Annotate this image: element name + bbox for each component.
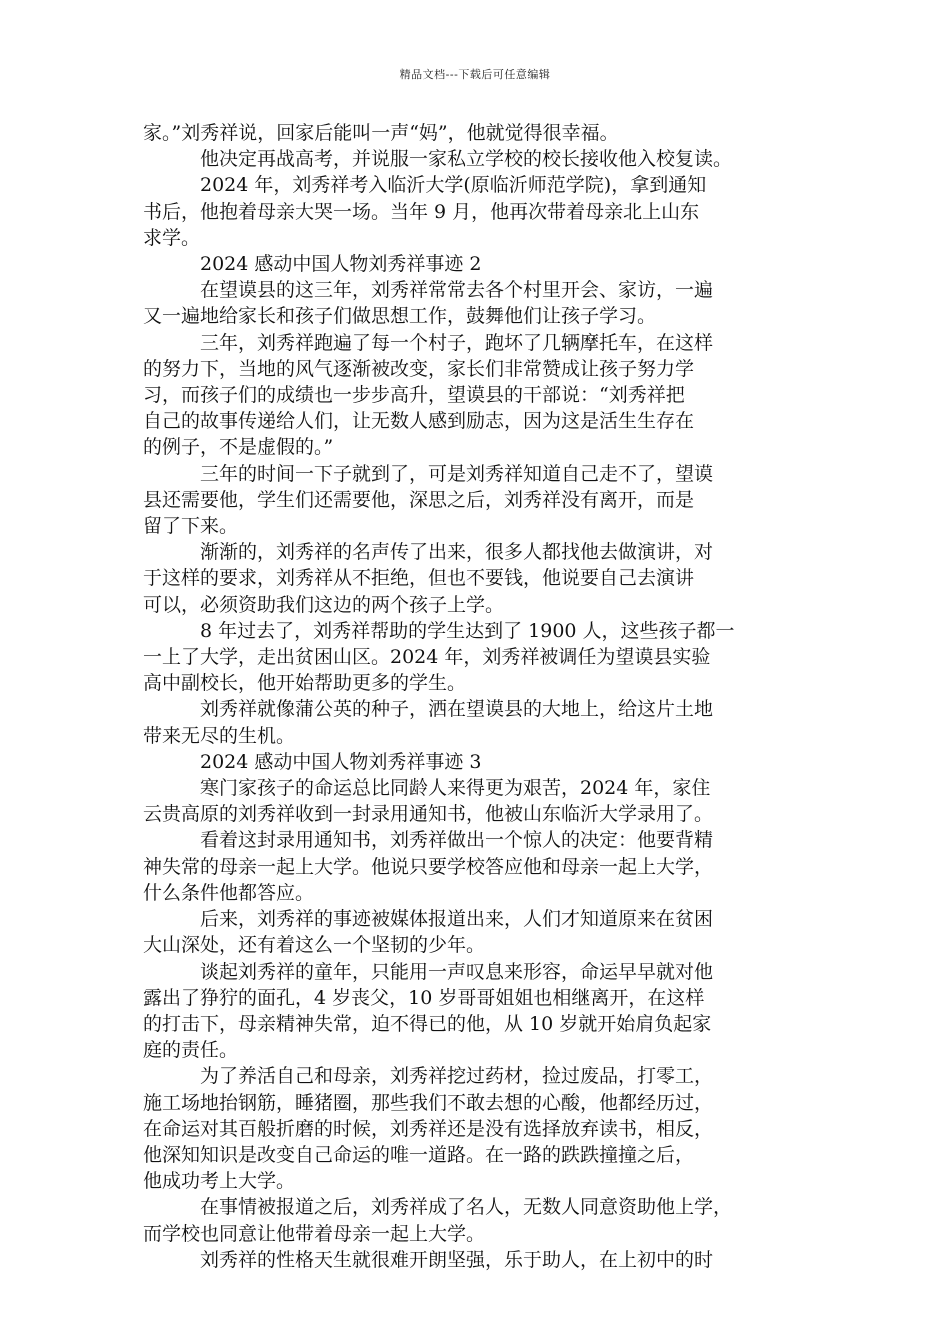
text-line: 8 年过去了，刘秀祥帮助的学生达到了 1900 人，这些孩子都一	[200, 619, 735, 642]
text-line: 留了下来。	[143, 515, 239, 538]
text-line: 带来无尽的生机。	[143, 724, 296, 747]
text-line: 在望谟县的这三年，刘秀祥常常去各个村里开会、家访，一遍	[200, 279, 714, 302]
text-line: 家。”刘秀祥说，回家后能叫一声“妈”，他就觉得很幸福。	[143, 122, 619, 144]
text-line: 他深知知识是改变自己命运的唯一道路。在一路的跌跌撞撞之后，	[143, 1143, 695, 1166]
text-line: 在事情被报道之后，刘秀祥成了名人，无数人同意资助他上学，	[200, 1196, 733, 1219]
text-line: 2024 感动中国人物刘秀祥事迹 3	[200, 750, 482, 773]
text-line: 刘秀祥就像蒲公英的种子，洒在望谟县的大地上，给这片土地	[200, 698, 714, 721]
text-line: 自己的故事传递给人们，让无数人感到励志，因为这是活生生存在	[143, 410, 695, 433]
text-line: 书后，他抱着母亲大哭一场。当年 9 月，他再次带着母亲北上山东	[143, 200, 700, 223]
text-line: 在命运对其百般折磨的时候，刘秀祥还是没有选择放弃读书，相反，	[143, 1117, 714, 1140]
text-line: 什么条件他都答应。	[143, 881, 315, 904]
text-line: 求学。	[143, 226, 201, 249]
text-line: 高中副校长，他开始帮助更多的学生。	[143, 672, 467, 695]
text-line: 刘秀祥的性格天生就很难开朗坚强，乐于助人，在上初中的时	[200, 1248, 714, 1271]
text-line: 云贵高原的刘秀祥收到一封录用通知书，他被山东临沂大学录用了。	[143, 803, 714, 826]
text-line: 后来，刘秀祥的事迹被媒体报道出来，人们才知道原来在贫困	[200, 908, 714, 931]
text-line: 于这样的要求，刘秀祥从不拒绝，但也不要钱，他说要自己去演讲	[143, 567, 695, 590]
text-line: 露出了狰狞的面孔，4 岁丧父，10 岁哥哥姐姐也相继离开，在这样	[143, 986, 705, 1009]
text-line: 庭的责任。	[143, 1039, 239, 1062]
text-line: 一上了大学，走出贫困山区。2024 年，刘秀祥被调任为望谟县实验	[143, 646, 711, 669]
text-line: 2024 年，刘秀祥考入临沂大学(原临沂师范学院)，拿到通知	[200, 174, 707, 197]
text-line: 三年的时间一下子就到了，可是刘秀祥知道自己走不了，望谟	[200, 462, 714, 485]
text-line: 2024 感动中国人物刘秀祥事迹 2	[200, 253, 482, 276]
text-line: 渐渐的，刘秀祥的名声传了出来，很多人都找他去做演讲，对	[200, 541, 714, 564]
page-header: 精品文档---下载后可任意编辑	[399, 68, 551, 81]
text-line: 看着这封录用通知书，刘秀祥做出一个惊人的决定：他要背精	[200, 829, 714, 852]
document-body	[143, 120, 811, 1273]
text-line: 施工场地抬钢筋，睡猪圈，那些我们不敢去想的心酸，他都经历过，	[143, 1091, 714, 1114]
text-line: 神失常的母亲一起上大学。他说只要学校答应他和母亲一起上大学，	[143, 855, 714, 878]
text-line: 可以，必须资助我们这边的两个孩子上学。	[143, 593, 505, 616]
text-line: 习，而孩子们的成绩也一步步高升，望谟县的干部说：“刘秀祥把	[143, 384, 685, 407]
text-line: 而学校也同意让他带着母亲一起上大学。	[143, 1222, 486, 1245]
text-line: 的打击下，母亲精神失常，迫不得已的他，从 10 岁就开始肩负起家	[143, 1012, 712, 1035]
text-line: 为了养活自己和母亲，刘秀祥挖过药材，捡过废品，打零工，	[200, 1065, 714, 1088]
text-line: 的例子，不是虚假的。”	[143, 436, 334, 459]
text-line: 大山深处，还有着这么一个坚韧的少年。	[143, 934, 486, 957]
text-line: 的努力下，当地的风气逐渐被改变，家长们非常赞成让孩子努力学	[143, 357, 695, 380]
text-line: 他成功考上大学。	[143, 1170, 296, 1193]
text-line: 又一遍地给家长和孩子们做思想工作，鼓舞他们让孩子学习。	[143, 305, 657, 328]
text-line: 他决定再战高考，并说服一家私立学校的校长接收他入校复读。	[200, 148, 733, 171]
text-line: 谈起刘秀祥的童年，只能用一声叹息来形容，命运早早就对他	[200, 960, 714, 983]
text-line: 三年，刘秀祥跑遍了每一个村子，跑坏了几辆摩托车，在这样	[200, 331, 714, 354]
text-line: 县还需要他，学生们还需要他，深思之后，刘秀祥没有离开，而是	[143, 488, 695, 511]
text-line: 寒门家孩子的命运总比同龄人来得更为艰苦，2024 年，家住	[200, 777, 711, 800]
